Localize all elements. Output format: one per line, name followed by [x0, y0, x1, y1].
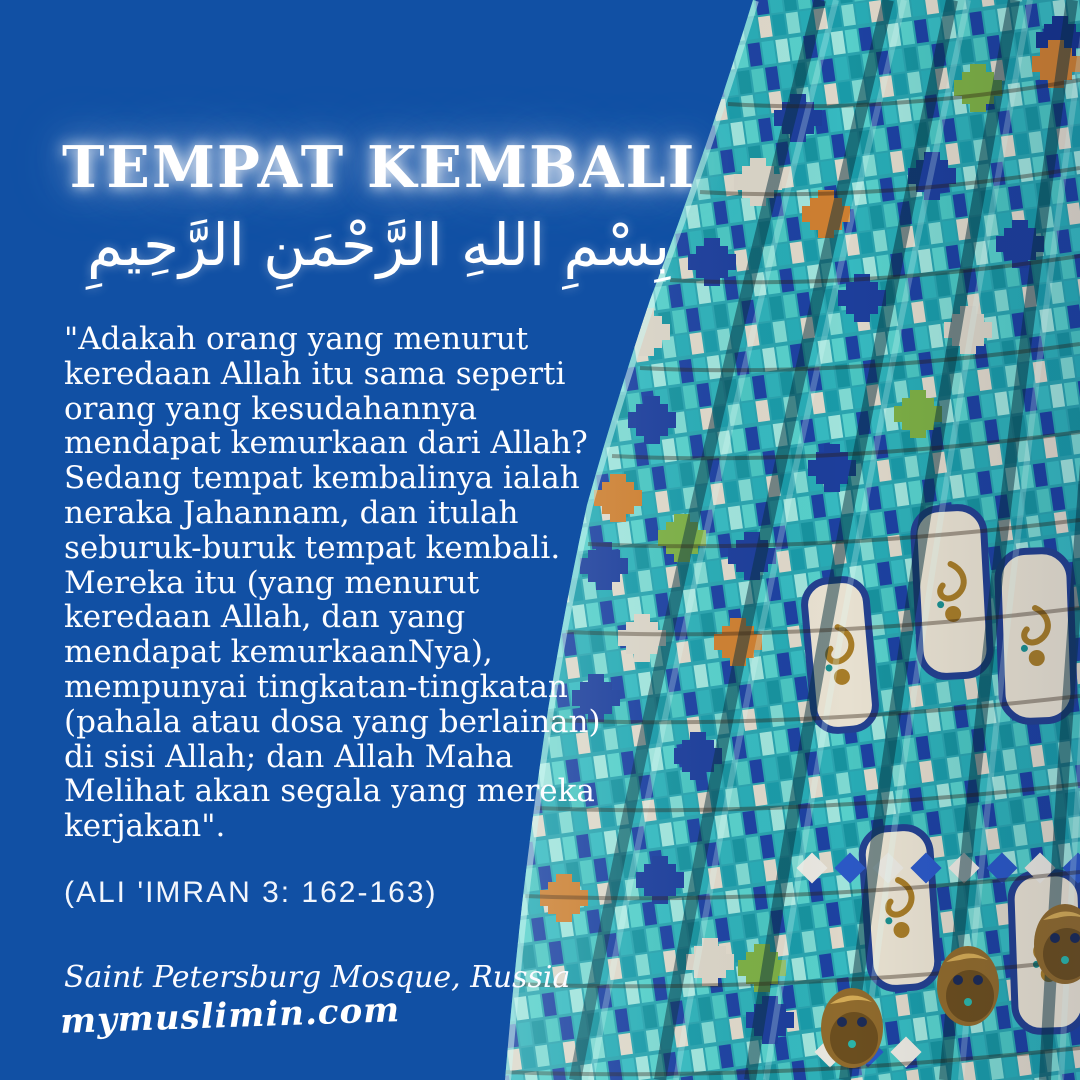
quote-line: (pahala atau dosa yang berlainan)	[64, 703, 601, 740]
page-title: TEMPAT KEMBALI	[62, 134, 697, 201]
quote-line: di sisi Allah; dan Allah Maha	[64, 738, 514, 775]
quote-line: neraka Jahannam, dan itulah	[64, 494, 519, 531]
quote-line: Sedang tempat kembalinya ialah	[64, 460, 580, 497]
quote-line: keredaan Allah, dan yang	[64, 599, 466, 636]
quote-line: mendapat kemurkaanNya),	[64, 634, 493, 671]
quote-line: Mereka itu (yang menurut	[64, 564, 480, 601]
quote-line: keredaan Allah itu sama seperti	[64, 355, 566, 392]
bismillah-calligraphy: بِسْمِ اللهِ الرَّحْمَنِ الرَّحِيمِ	[87, 211, 670, 279]
quote-line: orang yang kesudahannya	[64, 390, 477, 427]
quote-line: mendapat kemurkaan dari Allah?	[64, 425, 588, 462]
photo-location-caption: Saint Petersburg Mosque, Russia	[64, 960, 571, 995]
quote-line: "Adakah orang yang menurut	[64, 321, 529, 357]
quote-block	[64, 322, 601, 844]
website-handle: mymuslimin.com	[59, 990, 401, 1042]
verse-reference: (ALI 'IMRAN 3: 162-163)	[64, 876, 438, 909]
quote-line: mempunyai tingkatan-tingkatan	[64, 668, 568, 705]
quote-line: seburuk-buruk tempat kembali.	[64, 529, 561, 566]
quote-line: kerjakan".	[64, 808, 226, 845]
quote-line: Melihat akan segala yang mereka	[64, 773, 595, 810]
